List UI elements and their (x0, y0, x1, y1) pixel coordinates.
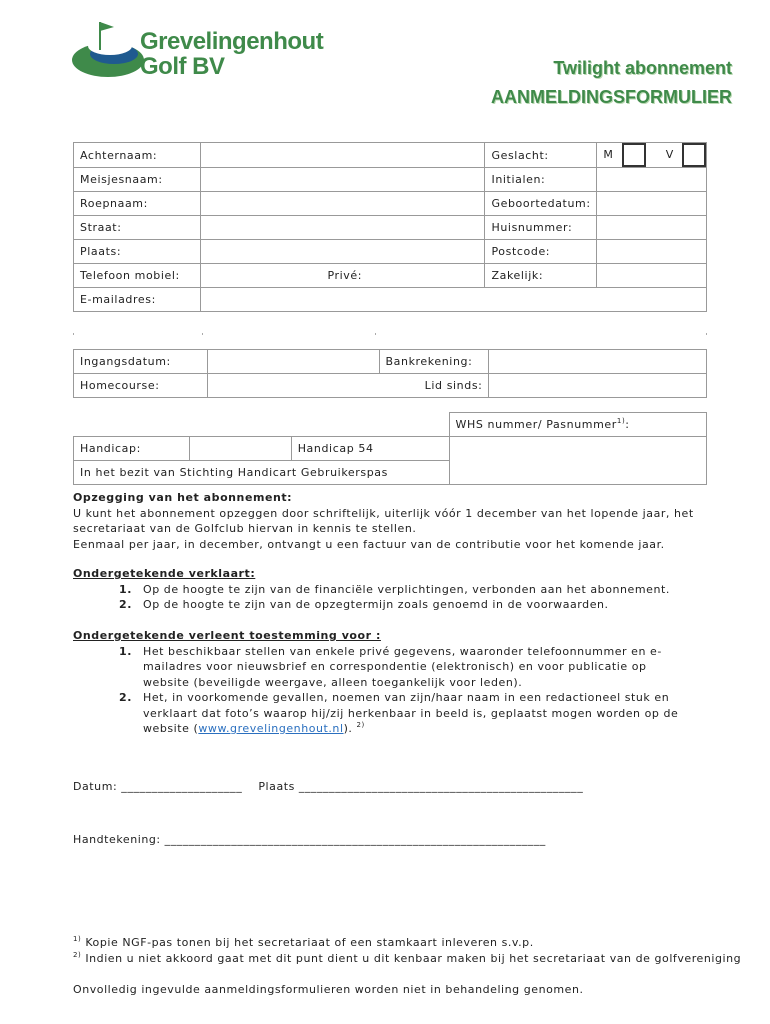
input-postcode[interactable] (597, 240, 707, 264)
label-meisjesnaam: Meisjesnaam: (74, 168, 201, 192)
footnote-2-marker: 2) (73, 951, 82, 959)
label-geslacht: Geslacht: (485, 143, 597, 168)
label-postcode: Postcode: (485, 240, 597, 264)
footnote-ref-2: 2) (356, 721, 365, 729)
datum-field[interactable]: Datum: ____________________ (73, 780, 243, 793)
input-geboortedatum[interactable] (597, 192, 707, 216)
footnote-1 (73, 935, 534, 951)
item-number: 1. (119, 582, 132, 596)
toestemming-heading: Ondergetekende verleent toestemming voor : (73, 629, 381, 642)
label-bankrekening: Bankrekening: (379, 350, 489, 374)
website-link[interactable]: www.grevelingenhout.nl (198, 722, 344, 735)
label-zakelijk: Zakelijk: (485, 264, 597, 288)
label-whs-text: WHS nummer/ Pasnummer (455, 418, 617, 431)
input-homecourse[interactable] (207, 374, 489, 398)
toestemming-item (119, 690, 733, 737)
form-title: Twilight abonnement (553, 58, 732, 78)
label-homecourse: Homecourse: (74, 374, 208, 398)
label-email: E-mailadres: (74, 288, 201, 312)
item-text: Op de hoogte te zijn van de opzegtermijn zoals genoemd in de voorwaarden. (143, 598, 609, 611)
label-plaats: Plaats: (74, 240, 201, 264)
input-plaats[interactable] (201, 240, 485, 264)
input-huisnummer[interactable] (597, 216, 707, 240)
opzegging-line3: Eenmaal per jaar, in december, ontvangt u een factuur van de contributie voor het komende jaar. (73, 537, 665, 551)
input-achternaam[interactable] (201, 143, 485, 168)
gender-options (597, 143, 707, 168)
item2-line3 (143, 721, 733, 737)
label-m: M (603, 148, 614, 161)
logo-name-line2: Golf BV (140, 53, 225, 80)
item-number: 2. (119, 598, 132, 611)
golf-flag-logo-icon (70, 16, 150, 82)
verklaart-heading: Ondergetekende verklaart: (73, 567, 256, 580)
datum-plaats-line (73, 779, 583, 795)
item-number: 1. (119, 644, 132, 658)
input-lid-sinds[interactable] (489, 374, 707, 398)
handtekening-field[interactable]: Handtekening: _______________________________________________________________ (73, 833, 546, 846)
footnote-1-marker: 1) (73, 935, 82, 943)
input-ingangsdatum[interactable] (207, 350, 379, 374)
label-v: V (665, 148, 674, 161)
verklaart-item (119, 597, 723, 613)
handicap-table (73, 412, 707, 485)
plaats-field[interactable]: Plaats _______________________________________________ (258, 780, 584, 793)
item2-line2: verklaart dat foto’s waarop hij/zij herkenbaar in beeld is, geplaatst mogen worden op de (143, 706, 679, 720)
item2-line1: Het, in voorkomende gevallen, noemen van zijn/haar naam in een redactioneel stuk en (143, 691, 670, 704)
label-handicart-pas: In het bezit van Stichting Handicart Gebruikerspas (74, 461, 450, 485)
input-handicap[interactable] (189, 437, 291, 461)
personal-details-table (73, 142, 707, 312)
input-zakelijk[interactable] (597, 264, 707, 288)
label-lid-sinds: Lid sinds: (424, 379, 483, 392)
input-straat[interactable] (201, 216, 485, 240)
blank-cell (74, 413, 450, 437)
verklaart-item (119, 582, 723, 598)
checkbox-v[interactable] (682, 143, 706, 167)
label-whs-nummer (449, 413, 706, 437)
label-whs-colon: : (625, 418, 630, 431)
label-handicap-54: Handicap 54 (291, 437, 449, 461)
item1-line2: mailadres voor nieuwsbrief en correspondentie (elektronisch) en voor publicatie op (143, 660, 647, 673)
footnote-2 (73, 951, 741, 967)
membership-table (73, 349, 707, 398)
item-text: Op de hoogte te zijn van de financiële verplichtingen, verbonden aan het abonnement. (143, 582, 670, 596)
footnote-2-text: Indien u niet akkoord gaat met dit punt dient u dit kenbaar maken bij het secretariaat van de golfvereniging (81, 952, 742, 965)
form-subtitle: AANMELDINGSFORMULIER (491, 87, 732, 107)
incomplete-notice: Onvolledig ingevulde aanmeldingsformulieren worden niet in behandeling genomen. (73, 983, 584, 996)
input-meisjesnaam[interactable] (201, 168, 485, 192)
item2-line3-start: website ( (143, 722, 199, 735)
label-initialen: Initialen: (485, 168, 597, 192)
label-geboortedatum: Geboortedatum: (485, 192, 597, 216)
opzegging-line2: secretariaat van de Golfclub hiervan in kennis te stellen. (73, 522, 417, 535)
label-handicap: Handicap: (74, 437, 190, 461)
input-roepnaam[interactable] (201, 192, 485, 216)
toestemming-section (73, 628, 733, 737)
toestemming-item (119, 644, 733, 691)
opzegging-line1: U kunt het abonnement opzeggen door schriftelijk, uiterlijk vóór 1 december van het lopende jaar, het (73, 506, 694, 520)
footnote-1-text: Kopie NGF-pas tonen bij het secretariaat of een stamkaart inleveren s.v.p. (81, 936, 534, 949)
opzegging-heading: Opzegging van het abonnement: (73, 491, 293, 504)
label-huisnummer: Huisnummer: (485, 216, 597, 240)
input-bankrekening[interactable] (489, 350, 707, 374)
label-straat: Straat: (74, 216, 201, 240)
footnote-ref-1: 1) (616, 417, 626, 425)
input-email[interactable] (201, 288, 707, 312)
label-roepnaam: Roepnaam: (74, 192, 201, 216)
logo-name-line1: Grevelingenhout (140, 28, 324, 55)
verklaart-section (73, 566, 723, 613)
label-telefoon-mobiel: Telefoon mobiel: (74, 264, 201, 288)
label-ingangsdatum: Ingangsdatum: (74, 350, 208, 374)
item-number: 2. (119, 691, 132, 704)
label-achternaam: Achternaam: (74, 143, 201, 168)
input-initialen[interactable] (597, 168, 707, 192)
input-whs-nummer[interactable] (449, 437, 706, 485)
label-prive: Privé: (327, 269, 363, 282)
item1-line1: Het beschikbaar stellen van enkele privé gegevens, waaronder telefoonnummer en e- (143, 644, 662, 658)
item1-line3: website (beveiligde weergave, alleen toegankelijk voor leden). (143, 675, 523, 689)
checkbox-m[interactable] (622, 143, 646, 167)
item2-line3-end: ). (343, 722, 357, 735)
input-telefoon-prive[interactable] (201, 264, 485, 288)
opzegging-section (73, 490, 713, 552)
